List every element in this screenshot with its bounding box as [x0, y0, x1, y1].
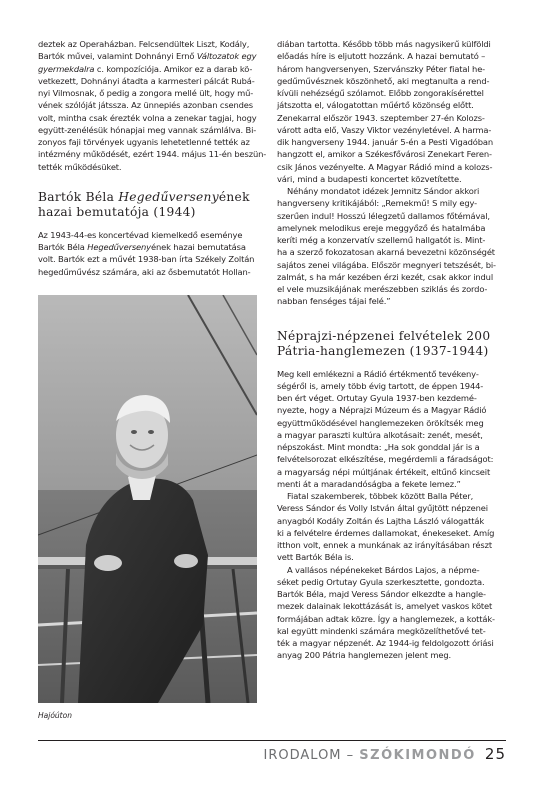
left-paragraph-1 — [38, 38, 267, 173]
text-line: vetkezett, Dohnányi átadta a karmesteri pálcát Rubá- — [38, 75, 255, 86]
page-footer — [38, 740, 506, 765]
text-line: hangverseny kritikájából: „Remekmű! S mily egy- — [277, 198, 477, 209]
text-line: dik hangverseny 1944. január 5-én a Pesti Vigadóban — [277, 137, 494, 147]
text-line: Bartók Béla Hegedűversenyének hazai bemutatása — [38, 242, 246, 252]
text-line: Veress Sándor és Volly István által gyűjtött népzenei — [277, 503, 488, 514]
text-line: három hangversenyen, Szervánszky Péter fiatal he- — [277, 63, 486, 74]
text-line: Zenekarral először 1943. szeptember 27-én Kolozs- — [277, 112, 485, 123]
text-line: Fiatal szakemberek, többek között Balla Péter, — [287, 491, 474, 501]
text-line: keríti még a konzervatív szellemű hallgatót is. Mint- — [277, 235, 486, 245]
text-line: menti át a maradandóságba a fekete lemez.” — [277, 478, 461, 489]
text-line: hegedűművész számára, aki az ősbemutatót Hollan- — [38, 266, 251, 277]
text-line: itthon volt, ennek a munkának az irányításában részt — [277, 540, 492, 550]
text-line: tették működésüket. — [38, 161, 122, 172]
text-line: diában tartotta. Később több más nagysikerű külföldi — [277, 39, 491, 49]
text-line: a magyar paraszti kultúra alkotásait: zenét, mesét, — [277, 429, 483, 440]
text-line: nyi Vilmosnak, ő pedig a zongora mellé ült, hogy mű- — [38, 88, 254, 98]
photo-illustration — [38, 295, 257, 703]
text-line: Az 1943-44-es koncertévad kiemelkedő eseménye — [38, 229, 243, 240]
text-line: séket pedig Ortutay Gyula szerkesztette, gondozta. — [277, 576, 485, 587]
text-line: előadás híre is eljutott hozzánk. A hazai bemutató – — [277, 51, 486, 62]
text-line: játszotta el, válogatottan műértő közönség előtt. — [277, 100, 474, 111]
right-column — [277, 38, 506, 662]
text-line: zonyos faji törvények ugyanis lehetetlenné tették az — [38, 137, 250, 147]
section-heading-violin-concerto — [38, 190, 257, 221]
text-line: vett Bartók Béla is. — [277, 552, 354, 563]
text-line: ségéről is, amely több évig tartott, de éppen 1944- — [277, 380, 484, 391]
left-column — [38, 38, 267, 278]
text-line: anyag 200 Pátria hanglemezen jelent meg. — [277, 650, 452, 661]
section-heading-folk-recordings — [277, 329, 506, 360]
text-line: szerűen indul! Hosszú lélegzetű dallamos főtémával, — [277, 210, 490, 221]
text-line: nabban fenséges tájai felé.” — [277, 296, 391, 307]
right-paragraph-1 — [277, 38, 506, 185]
text-line: népszokást. Mint mondta: „Ha sok gonddal jár is a — [277, 442, 480, 452]
text-line: el vele muzsikájának merészebben sziklás és zordo- — [277, 284, 488, 294]
text-line: nyezte, hogy a Néprajzi Múzeum és a Magyar Rádió — [277, 405, 487, 416]
heading-line: Bartók Béla Hegedűversenyének — [38, 189, 250, 204]
text-line: zalmát, s ha már kezében érzi kezét, csak akkor indul — [277, 271, 493, 282]
text-line: kal együtt mindenki számára megközelíthetővé tet- — [277, 625, 486, 636]
text-line: A vallásos népénekeket Bárdos Lajos, a népme- — [287, 564, 480, 575]
text-line: hangzott el, amikor a Székesfővárosi Zenekart Feren- — [277, 149, 492, 160]
text-line: Néhány mondatot idézek Jemnitz Sándor akkori — [287, 186, 480, 196]
photo-caption: Hajóúton — [38, 711, 72, 720]
text-line: volt. Bartók ezt a művét 1938-ban írta Székely Zoltán — [38, 254, 255, 265]
text-line: Bartók Béla, majd Veress Sándor elkezdte a hangle- — [277, 589, 486, 599]
text-line: kívüli nehézségű szólamot. Előbb zongorakísérettel — [277, 88, 484, 98]
text-line: ben ért véget. Ortutay Gyula 1937-ben kezdemé- — [277, 393, 477, 403]
text-line: intézmény működését, ezért 1944. május 11-én beszün- — [38, 149, 267, 160]
footer-magazine-name: SZÓKIMONDÓ — [359, 748, 476, 763]
left-paragraph-2 — [38, 229, 257, 278]
text-line: mezek dalainak lekottázását is, amelyet vaskos kötet — [277, 601, 493, 612]
photo-on-ship — [38, 295, 257, 703]
right-paragraph-4 — [277, 490, 506, 564]
text-line: gyermekdalra c. kompozíciója. Amikor ez a darab kö- — [38, 63, 253, 74]
right-paragraph-5 — [277, 564, 506, 662]
text-line: anyagból Kodály Zoltán és Lajtha László válogatták — [277, 515, 485, 526]
text-line: gedűművésznek köszönhető, aki megtanulta a rend- — [277, 75, 490, 86]
footer-text — [264, 745, 506, 763]
text-line: Meg kell emlékezni a Rádió értékmentő tevékeny- — [277, 368, 479, 379]
text-line: felvételsorozat elkészítése, megérdemli a fáradságot: — [277, 454, 494, 465]
text-line: ki a felvételre érdemes dallamokat, énekeseket. Amíg — [277, 527, 495, 538]
heading-line: Néprajzi-népzenei felvételek 200 — [277, 328, 491, 343]
text-line: vének szólóját játssza. Az ünnepiés azonban csendes — [38, 100, 253, 111]
text-line: sajátos zenei világába. Először megnyeri tetszését, bi- — [277, 259, 496, 270]
text-line: Bartók művei, valamint Dohnányi Ernő Változatok egy — [38, 51, 257, 62]
footer-section-name: IRODALOM – — [263, 748, 355, 763]
heading-line: Pátria-hanglemezen (1937-1944) — [277, 344, 489, 358]
text-line: deztek az Operaházban. Felcsendültek Liszt, Kodály, — [38, 39, 250, 49]
text-line: a magyarság népi múltjának értékeit, eltűnő kincseit — [277, 466, 491, 477]
page-number: 25 — [484, 745, 506, 763]
heading-line: hazai bemutatója (1944) — [38, 205, 196, 220]
text-line: várott adta elő, Vaszy Viktor vezényletével. A harma- — [277, 124, 492, 135]
text-line: ték a magyar népzenét. Az 1944-ig feldolgozott óriási — [277, 638, 494, 648]
text-line: amelynek melodikus ereje meggyőző és hatalmába — [277, 222, 486, 233]
text-line: formájában adtak közre. Így a hanglemezek, a kották- — [277, 613, 495, 624]
text-line: együttműködésével hanglemezeken örökítsék meg — [277, 417, 484, 428]
text-line: ha a szerző fokozatosan akarná bevezetni közönségét — [277, 247, 495, 258]
text-line: volt, mintha csak érezték volna a zenekar tagjai, hogy — [38, 112, 257, 123]
right-paragraph-2 — [277, 185, 506, 308]
text-line: együtt-zenélésük hónapjai meg vannak számlálva. Bi- — [38, 124, 257, 135]
text-line: vári, mind a budapesti koncertet közvetítette. — [277, 173, 462, 184]
right-paragraph-3 — [277, 368, 506, 491]
text-line: csik János vezényelte. A Magyar Rádió mind a kolozs- — [277, 161, 493, 172]
